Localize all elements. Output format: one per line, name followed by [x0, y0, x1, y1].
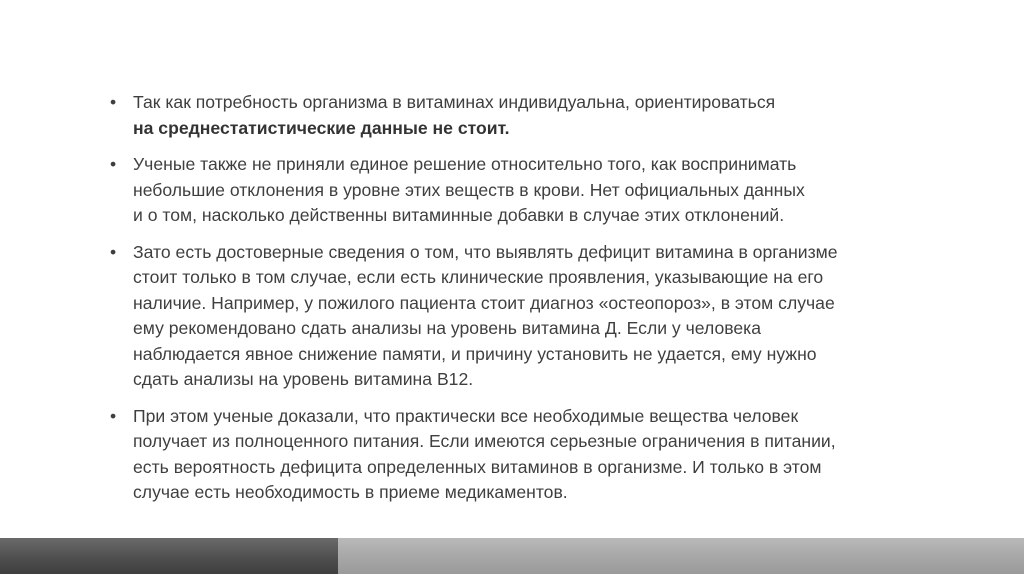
bullet-line: стоит только в том случае, если есть клинические проявления, указывающие на его: [133, 267, 824, 287]
bullet-marker: •: [110, 92, 117, 112]
bullet-list: [110, 90, 970, 517]
bullet-line: При этом ученые доказали, что практически все необходимые вещества человек: [133, 405, 799, 426]
bullet-marker: •: [110, 405, 117, 426]
bullet-line: на среднестатистические данные не стоит.: [133, 117, 510, 138]
bullet-line: сдать анализы на уровень витамина В12.: [133, 369, 474, 389]
bullet-line: получает из полноценного питания. Если имеются серьезные ограничения в питании,: [133, 431, 836, 451]
bullet-item-3: [110, 240, 970, 393]
bullet-marker: •: [110, 154, 117, 174]
bullet-marker: •: [110, 241, 117, 262]
footer-band-dark-segment: [0, 538, 338, 574]
bullet-line: Зато есть достоверные сведения о том, что выявлять дефицит витамина в организме: [133, 241, 838, 262]
bullet-line: случае есть необходимость в приеме медикаментов.: [133, 482, 568, 502]
footer-band-light-segment: [338, 538, 1024, 574]
bullet-line: ему рекомендовано сдать анализы на уровень витамина Д. Если у человека: [133, 318, 762, 338]
bullet-item-2: [110, 152, 970, 229]
bullet-line: наблюдается явное снижение памяти, и причину установить не удается, ему нужно: [133, 343, 817, 364]
bullet-line: наличие. Например, у пожилого пациента стоит диагноз «остеопороз», в этом случае: [133, 292, 835, 313]
bullet-line: и о том, насколько действенны витаминные добавки в случае этих отклонений.: [133, 205, 785, 225]
bullet-item-1: [110, 90, 970, 141]
bullet-line: небольшие отклонения в уровне этих веществ в крови. Нет официальных данных: [133, 179, 805, 200]
footer-band: [0, 538, 1024, 574]
bullet-item-4: [110, 404, 970, 506]
bullet-line: Ученые также не приняли единое решение относительно того, как воспринимать: [133, 154, 797, 174]
bullet-line: Так как потребность организма в витаминах индивидуальна, ориентироваться: [133, 92, 776, 112]
bullet-line: есть вероятность дефицита определенных витаминов в организме. И только в этом: [133, 456, 822, 477]
